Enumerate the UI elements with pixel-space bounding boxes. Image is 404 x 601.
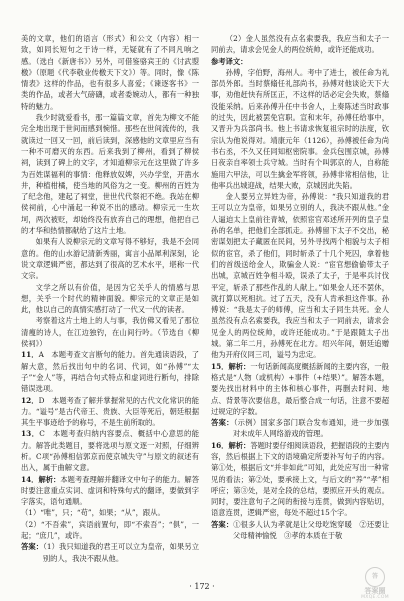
right-column [211, 33, 389, 579]
essay-paragraph-continued [21, 33, 199, 112]
essay-paragraph [21, 315, 199, 349]
page-number: · 172 · [189, 582, 215, 591]
paragraph-text: 文学之所以有价值，是因为它关乎人的情感与思想，关乎一个时代的精神面貌。柳宗元的文章正是如此，他以自己的真情实感打动了一代又一代的读者。 [21, 282, 199, 315]
answer-16 [211, 519, 389, 542]
answer-explanation-16 [211, 440, 389, 519]
reference-translation-heading [211, 56, 389, 67]
answer-14-part-2 [211, 33, 389, 56]
translation-paragraph [211, 67, 389, 191]
paragraph-text: 如果有人说柳宗元的文章写得不够好，我是不会同意的。他的山水游记清新秀丽，寓言小品犀利深刻，论说文章逻辑严密，都达到了很高的艺术水平，堪称一代文宗。 [21, 237, 199, 281]
explanation-text: A 本题考查文言断句的能力。首先通读语段，了解大意，然后找出句中的名词、代词，如“孙傅”“太子”“金人”等，再结合句式特点和虚词进行断句，排除错误选项。 [21, 350, 199, 394]
essay-paragraph [21, 282, 199, 316]
answer-explanation-12 [21, 395, 199, 429]
question-number: 11． [21, 350, 39, 360]
answer-label: 答案： [211, 418, 234, 428]
answer-14 [21, 541, 199, 564]
answer-label: 答案： [211, 519, 234, 529]
answer-15 [211, 417, 389, 440]
watermark-name: 答案圈 [364, 586, 386, 595]
left-column [21, 33, 199, 579]
answer-explanation-13 [21, 428, 199, 473]
watermark-logo [352, 566, 398, 600]
answer-text: （1）我只知道我的君王可以立为皇帝，如果另立别的人，我决不跟从他。 [42, 542, 199, 563]
answer-text: ①很多人认为孝就是让父母吃饱穿暖 ②还要让父母精神愉悦 ③孝的本质在于敬 [232, 519, 389, 541]
explanation-text: （1）“唯”，只；“苟”，如果；“从”，跟从。 [21, 508, 165, 518]
paragraph-text: 美的文章，他们的语言（形式）和公文（内容）相一致，如同长短句之于诗一样，无疑就有了不同凡响之感。（选自《新唐书》）另外，可借鉴骆宾王的《讨武曌檄》（原题《代李敬业传檄天下文》）等。同时，像《陈情表》这样的作品，也有很多人喜爱；《谏逐客书》一类的作品，或者大气磅礴，或者委婉动人，都有一种独特的魅力。 [21, 34, 199, 111]
answer-explanation-14 [21, 474, 199, 508]
answer-text: （示例）国家多部门联合发布通知，进一步加强对未成年人网络游戏的管理。 [232, 418, 389, 439]
explanation-text: D 本题考查了解并掌握常见的古代文化常识的能力。“谥号”是古代帝王、贵族、大臣等死后，朝廷根据其生平事迹给予的称号，不是生前所取的。 [21, 395, 199, 428]
heading-text: 参考译文： [211, 56, 248, 66]
question-number: 12． [21, 395, 39, 405]
explanation-text: 答题时要仔细阅读语段，把握语段的主要内容，然后根据上下文的语境确定所要补写句子的内容。第①处，根据后文“并非如此”可知，此处应写出一种常见的看法；第②处，要承接上文，与后文的“养”“孝”相呼应；第③处，是对全段的总结，要照应开头的观点。同时，要注意句子之间的衔接与连贯，做到内容贴切，语意连贯，逻辑严密，每处不超过15个字。 [211, 440, 389, 518]
question-number: 15．解析： [211, 361, 251, 371]
question-number: 14．解析： [21, 474, 61, 484]
explanation-point-1 [21, 507, 199, 518]
answer-label: 答案： [21, 542, 44, 552]
question-number: 13． [21, 429, 40, 439]
paragraph-text: 金人要另立异姓为帝，孙傅说：“我只知道我的君王可以立为皇帝，如果另立别的人，我决不跟从他。”金人逼迫太上皇前往青城，依照宦官邓述所开列的皇子皇孙的名单，把他们全部抓走。孙傅留下太子不交出，秘密谋划把太子藏匿在民间，另外寻找两个相貌与太子相似的宦官，杀了他们，同时斩杀了十几个死囚，拿着他们的首级送给金人，欺骗金人说：“宦官想偷偷带太子出城，京城百姓争相斗殴，误杀了太子，于是率兵讨伐平定，斩杀了那些作乱的人献上。”如果金人还不罢休，就打算以死相抗。过了五天，没有人肯承担这件事。孙傅说：“我是太子的师傅，应当和太子同生共死。金人虽然没有点名索要我，我应当和太子一同前去，请求会见金人的两位统帅，或许还能成功。”于是跟随太子出城。第二年二月，孙傅死在北方。绍兴年间，朝廷追赠他为开府仪同三司，谥号为忠定。 [211, 192, 389, 360]
watermark-seal: 答 [365, 567, 385, 587]
answer-explanation-15 [211, 361, 389, 417]
explanation-text: （2）“不吾索”，宾语前置句，即“不索吾”；“俱”，一起；“庶几”，或许。 [21, 519, 199, 541]
essay-paragraph [21, 236, 199, 281]
paragraph-text: 我少时就爱看书，那一篇篇文章，首先为柳文不能完全地出现于世间而感到惋惜。那些在世间流传的，我就读过一回又一回，前后读到，深感他的文章里应当有一种不可磨灭的东西。后来我到了柳州，看到了柳侯祠，读到了碑上的文字，才知道柳宗元在这里做了许多为百姓谋福利的事情：他释放奴婢，兴办学堂，开凿水井，种植柑橘，使当地的风俗为之一变。柳州的百姓为了纪念他，建起了祠堂，世世代代祭祀不绝。我站在柳侯祠前，心中涌起一种说不出的感动。柳宗元一生坎坷，两次被贬，却始终没有放弃自己的理想，他把自己的才华和热情都献给了这片土地。 [21, 113, 199, 236]
essay-paragraph [21, 112, 199, 236]
explanation-text: 一句话新闻高度概括新闻的主要内容，一般格式是“人物（或机构）+事件（+结果）”。解答本题，要先找出材料中的主体和核心事件，再删去时间、地点、背景等次要信息，最后整合成一句话，注意不要超过规定的字数。 [211, 361, 389, 416]
translation-paragraph [211, 191, 389, 360]
answer-explanation-11 [21, 349, 199, 394]
explanation-text: C 本题考查归纳内容要点、概括中心意思的能力。解答此类题目，要将选项与原文逐一对照，仔细辨析。C项“孙傅相信郭京而使京城失守”与原文的叙述有出入，属于曲解文意。 [21, 429, 199, 473]
paragraph-text: 孙傅，字伯野，海州人。考中了进士，被任命为礼部员外郎。当时蔡翛任礼部尚书，孙傅对他谈论天下大事，劝他赶快有所匡正，不这样的话必定会失败，蔡翛没能采纳。后来孙傅升任中书舍人，上奏陈述当时政事的过失，因此被罢免官职。宣和末年，孙傅任给事中，又晋升为兵部尚书。他上书请求恢复祖宗时的法度，钦宗认为他说得对。靖康元年（1126），孙傅被任命为尚书右丞，不久又任同知枢密院事。金兵包围京城，孙傅日夜亲自率领士兵守城。当时有个叫郭京的人，自称能施用六甲法，可以生擒金军将领，孙傅非常相信他，让他率兵出城迎战，结果大败，京城因此失陷。 [211, 67, 389, 190]
watermark-url: MXQE.COM [361, 594, 389, 600]
explanation-text: 本题考查理解并翻译文中句子的能力。解答时要注意重点实词、虚词和特殊句式的翻译，要做到字字落实，语句通顺。 [21, 474, 199, 507]
explanation-point-2 [21, 519, 199, 542]
question-number: 16．解析： [211, 440, 251, 450]
paragraph-text: 考察着这片土地上的人与事，我仿佛又看见了那位清瘦的诗人，在江边独钓，在山间行吟。（节选自《柳侯祠》） [21, 316, 199, 349]
answer-text: （2）金人虽然没有点名索要我，我应当和太子一同前去，请求会见金人的两位统帅，或许还能成功。 [211, 34, 389, 55]
